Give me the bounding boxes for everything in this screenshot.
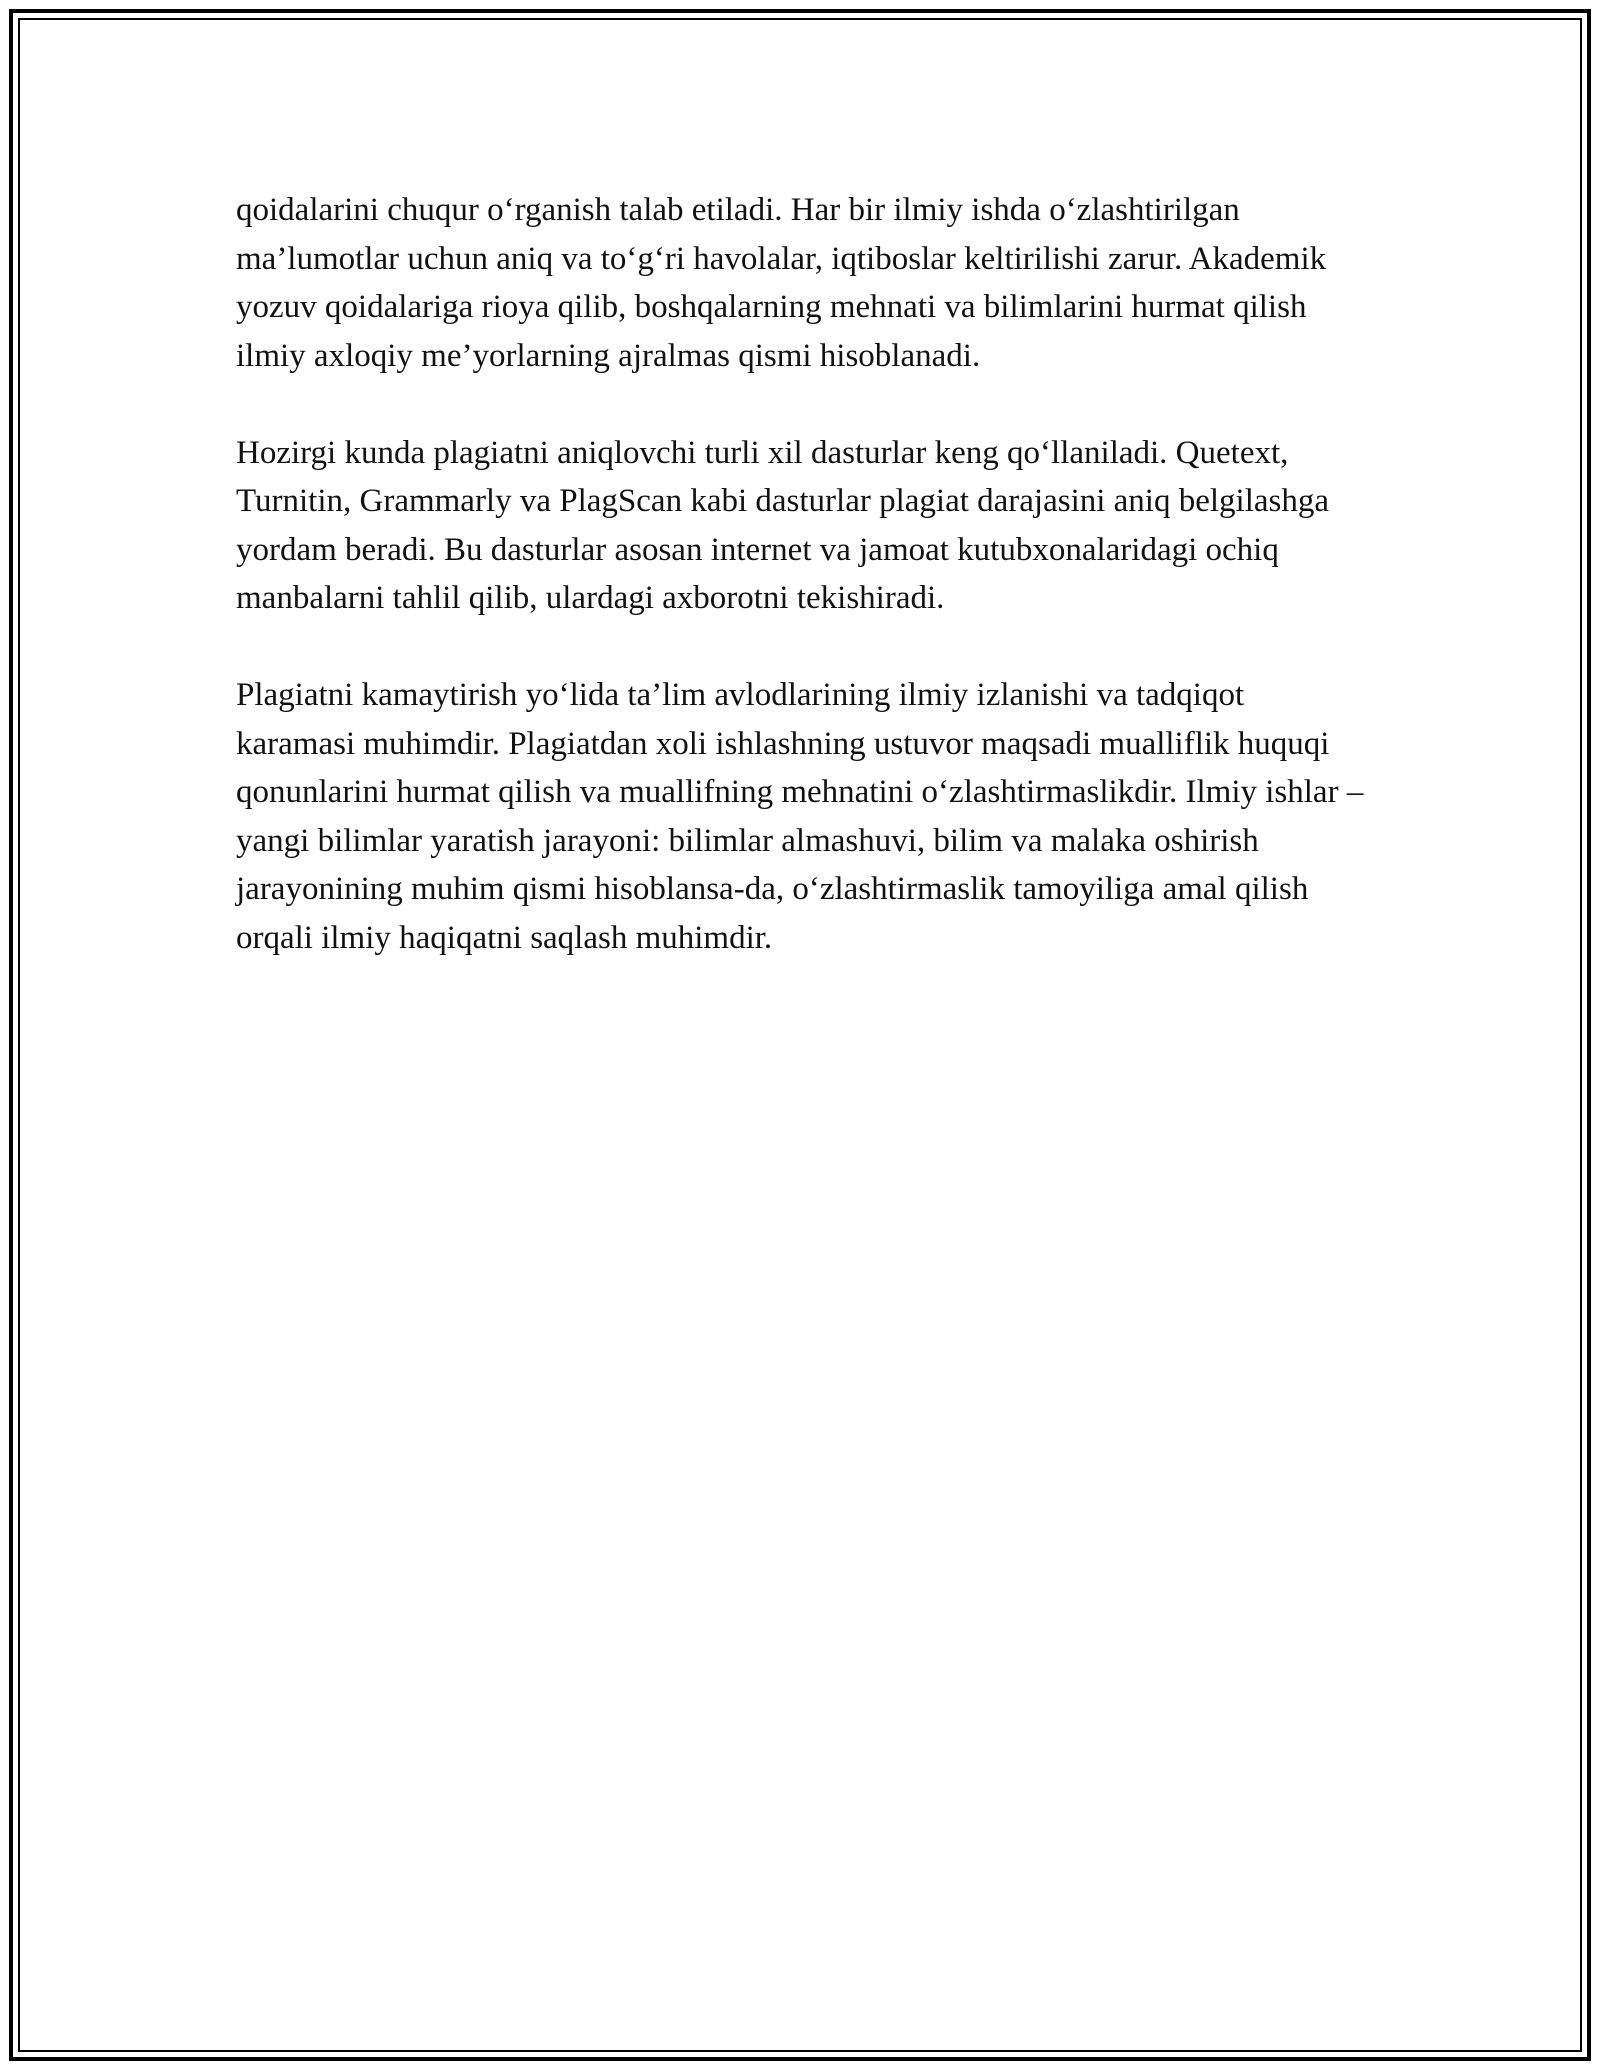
document-body: [236, 186, 1366, 1011]
paragraph-3: Plagiatni kamaytirish yo‘lida ta’lim avlodlarining ilmiy izlanishi va tadqiqot karamasi muhimdir. Plagiatdan xoli ishlashning ustuvor maqsadi mualliflik huquqi qonunlarini hurmat qilish va muallifning mehnatini o‘zlashtirmaslikdir. Ilmiy ishlar – yangi bilimlar yaratish jarayoni: bilimlar almashuvi, bilim va malaka oshirish jarayonining muhim qismi hisoblansa-da, o‘zlashtirmaslik tamoyiliga amal qilish orqali ilmiy haqiqatni saqlash muhimdir.: [236, 677, 1364, 956]
paragraph-1: qoidalarini chuqur o‘rganish talab etiladi. Har bir ilmiy ishda o‘zlashtirilgan ma’lumotlar uchun aniq va to‘g‘ri havolalar, iqtiboslar keltirilishi zarur. Akademik yozuv qoidalariga rioya qilib, boshqalarning mehnati va bilimlarini hurmat qilish ilmiy axloqiy me’yorlarning ajralmas qismi hisoblanadi.: [236, 192, 1327, 374]
paragraph-2: Hozirgi kunda plagiatni aniqlovchi turli xil dasturlar keng qo‘llaniladi. Quetext, Turnitin, Grammarly va PlagScan kabi dasturlar plagiat darajasini aniq belgilashga yordam beradi. Bu dasturlar asosan internet va jamoat kutubxonalaridagi ochiq manbalarni tahlil qilib, ulardagi axborotni tekishiradi.: [236, 434, 1330, 616]
